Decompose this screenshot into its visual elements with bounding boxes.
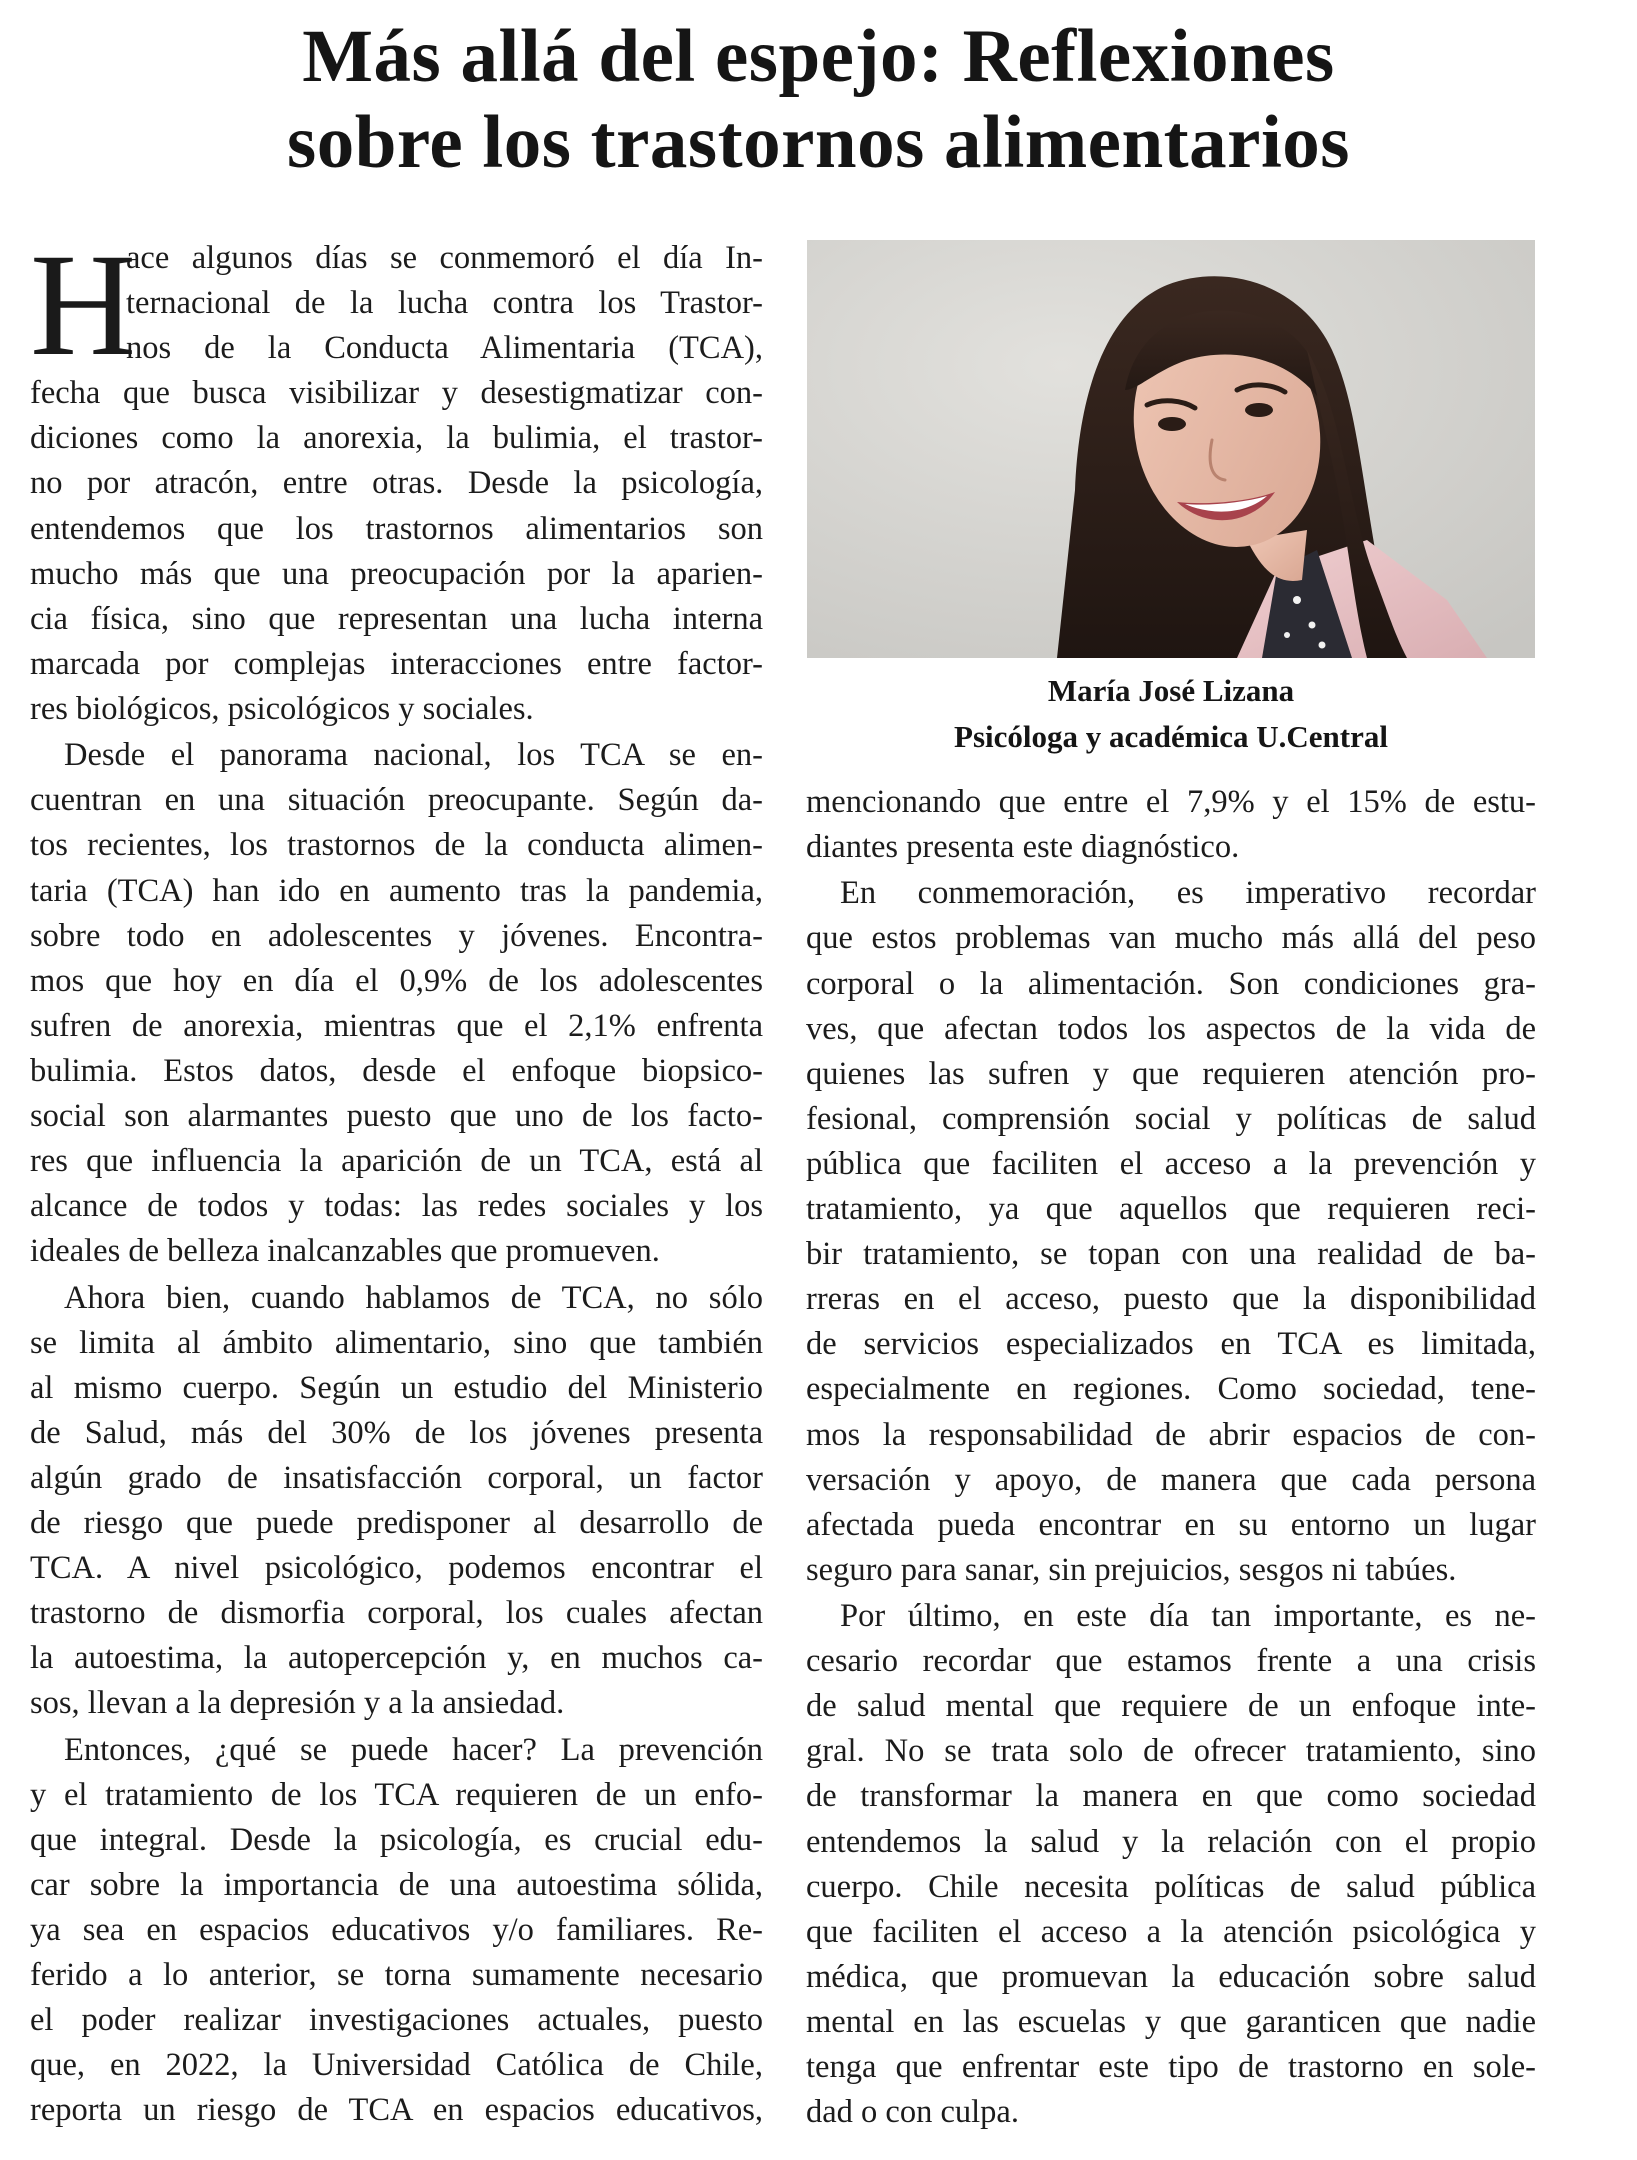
text-line: de transformar la manera en que como sociedad [806,1778,1536,1815]
text-line: que integral. Desde la psicología, es crucial edu- [30,1821,763,1858]
drop-cap: H [30,223,137,386]
text-line: trastorno de dismorfia corporal, los cuales afectan [30,1595,763,1632]
paragraph-1-lines [30,371,763,732]
text-line: nos de la Conducta Alimentaria (TCA), [126,330,763,367]
text-line: no por atracón, entre otras. Desde la psicología, [30,465,763,502]
text-line: diantes presenta este diagnóstico. [806,829,1240,866]
author-photo [807,240,1535,658]
text-line: la autoestima, la autopercepción y, en muchos ca- [30,1640,763,1677]
text-line: res biológicos, psicológicos y sociales. [30,690,534,727]
text-line: bulimia. Estos datos, desde el enfoque biopsico- [30,1052,763,1089]
text-line: cesario recordar que estamos frente a una crisis [806,1643,1536,1680]
text-line: mucho más que una preocupación por la aparien- [30,555,763,592]
text-line: gral. No se trata solo de ofrecer tratamiento, sino [806,1733,1536,1770]
text-line: que faciliten el acceso a la atención psicológica y [806,1913,1536,1950]
paragraph-5 [806,871,1536,1593]
headline-line-1: Más allá del espejo: Reflexiones [302,15,1335,98]
text-line: tratamiento, ya que aquellos que requieren reci- [806,1191,1536,1228]
text-line: Ahora bien, cuando hablamos de TCA, no sólo [64,1279,763,1316]
text-line: social son alarmantes puesto que uno de los facto- [30,1097,763,1134]
text-line: diciones como la anorexia, la bulimia, el trastor- [30,420,763,457]
text-line: cuentran en una situación preocupante. Según da- [30,782,763,819]
text-line: mos la responsabilidad de abrir espacios de con- [806,1416,1536,1453]
text-line: de salud mental que requiere de un enfoque inte- [806,1688,1536,1725]
text-line: médica, que promuevan la educación sobre salud [806,1958,1536,1995]
text-line: car sobre la importancia de una autoestima sólida, [30,1866,763,1903]
caption-author-name: María José Lizana [1047,673,1295,708]
text-line: de servicios especializados en TCA es limitada, [806,1326,1536,1363]
text-line: entendemos la salud y la relación con el propio [806,1823,1536,1860]
text-line: mencionando que entre el 7,9% y el 15% de estu- [806,784,1536,820]
caption-author-role: Psicóloga y académica U.Central [954,719,1388,754]
text-line: afectada pueda encontrar en su entorno un lugar [806,1506,1536,1543]
author-portrait-illustration [807,240,1535,658]
text-line: res que influencia la aparición de un TCA, está al [30,1143,763,1180]
paragraph-4-continued [806,780,1536,870]
paragraph-4 [30,1728,763,2134]
text-line: especialmente en regiones. Como sociedad, tene- [806,1371,1536,1408]
text-line: ya sea en espacios educativos y/o familiares. Re- [30,1912,763,1949]
text-line: corporal o la alimentación. Son condiciones gra- [806,965,1536,1002]
text-line: ferido a lo anterior, se torna sumamente necesario [30,1957,763,1994]
text-line: dad o con culpa. [806,2094,1019,2131]
text-line: marcada por complejas interacciones entre factor- [30,645,763,682]
text-line: tenga que enfrentar este tipo de trastorno en sole- [806,2049,1536,2085]
text-line: al mismo cuerpo. Según un estudio del Ministerio [30,1369,763,1406]
text-line: ideales de belleza inalcanzables que promueven. [30,1233,660,1270]
text-line: taria (TCA) han ido en aumento tras la pandemia, [30,872,763,909]
text-line: Entonces, ¿qué se puede hacer? La prevención [64,1731,763,1768]
text-line: de riesgo que puede predisponer al desarrollo de [30,1505,763,1541]
right-column [806,780,1536,2136]
paragraph-2 [30,733,763,1274]
text-line: de Salud, más del 30% de los jóvenes presenta [30,1414,763,1451]
text-line: sufren de anorexia, mientras que el 2,1% enfrenta [30,1007,763,1044]
text-line: ternacional de la lucha contra los Trastor- [126,285,763,322]
text-line: seguro para sanar, sin prejuicios, sesgos ni tabúes. [806,1551,1457,1588]
text-line: ves, que afectan todos los aspectos de la vida de [806,1010,1536,1047]
text-line: mos que hoy en día el 0,9% de los adolescentes [30,962,763,999]
headline-line-2: sobre los trastornos alimentarios [287,101,1350,184]
text-line: fesional, comprensión social y políticas de salud [806,1100,1536,1137]
text-line: rreras en el acceso, puesto que la disponibilidad [806,1281,1536,1318]
text-line: fecha que busca visibilizar y desestigmatizar con- [30,375,763,412]
text-line: mental en las escuelas y que garanticen que nadie [806,2003,1536,2040]
text-line: versación y apoyo, de manera que cada persona [806,1461,1536,1498]
text-line: reporta un riesgo de TCA en espacios educativos, [30,2092,763,2129]
text-line: bir tratamiento, se topan con una realidad de ba- [806,1236,1536,1273]
text-line: cuerpo. Chile necesita políticas de salud pública [806,1868,1536,1905]
paragraph-6 [806,1594,1536,2135]
text-line: que, en 2022, la Universidad Católica de Chile, [30,2047,763,2084]
text-line: entendemos que los trastornos alimentarios son [30,510,763,547]
text-line: el poder realizar investigaciones actuales, puesto [30,2002,763,2039]
text-line: pública que faciliten el acceso a la prevención y [806,1145,1536,1182]
text-line: sos, llevan a la depresión y a la ansiedad. [30,1685,565,1722]
left-column [30,223,763,2135]
text-line: quienes las sufren y que requieren atención pro- [806,1055,1536,1092]
text-line: TCA. A nivel psicológico, podemos encontrar el [30,1550,763,1587]
paragraph-1 [30,223,763,732]
text-line: ace algunos días se conmemoró el día In- [126,240,763,276]
text-line: En conmemoración, es imperativo recordar [840,875,1536,912]
text-line: y el tratamiento de los TCA requieren de un enfo- [30,1776,763,1813]
text-line: Por último, en este día tan importante, es ne- [840,1598,1536,1635]
text-line: tos recientes, los trastornos de la conducta alimen- [30,827,763,864]
paragraph-1-capped-lines [30,223,763,386]
paragraph-3 [30,1276,763,1727]
text-line: se limita al ámbito alimentario, sino que también [30,1324,763,1361]
text-line: sobre todo en adolescentes y jóvenes. Encontra- [30,917,763,954]
text-line: que estos problemas van mucho más allá del peso [806,920,1536,957]
text-line: alcance de todos y todas: las redes sociales y los [30,1188,763,1225]
text-line: Desde el panorama nacional, los TCA se en- [64,737,763,774]
text-line: algún grado de insatisfacción corporal, un factor [30,1459,763,1496]
text-line: cia física, sino que representan una lucha interna [30,600,763,637]
